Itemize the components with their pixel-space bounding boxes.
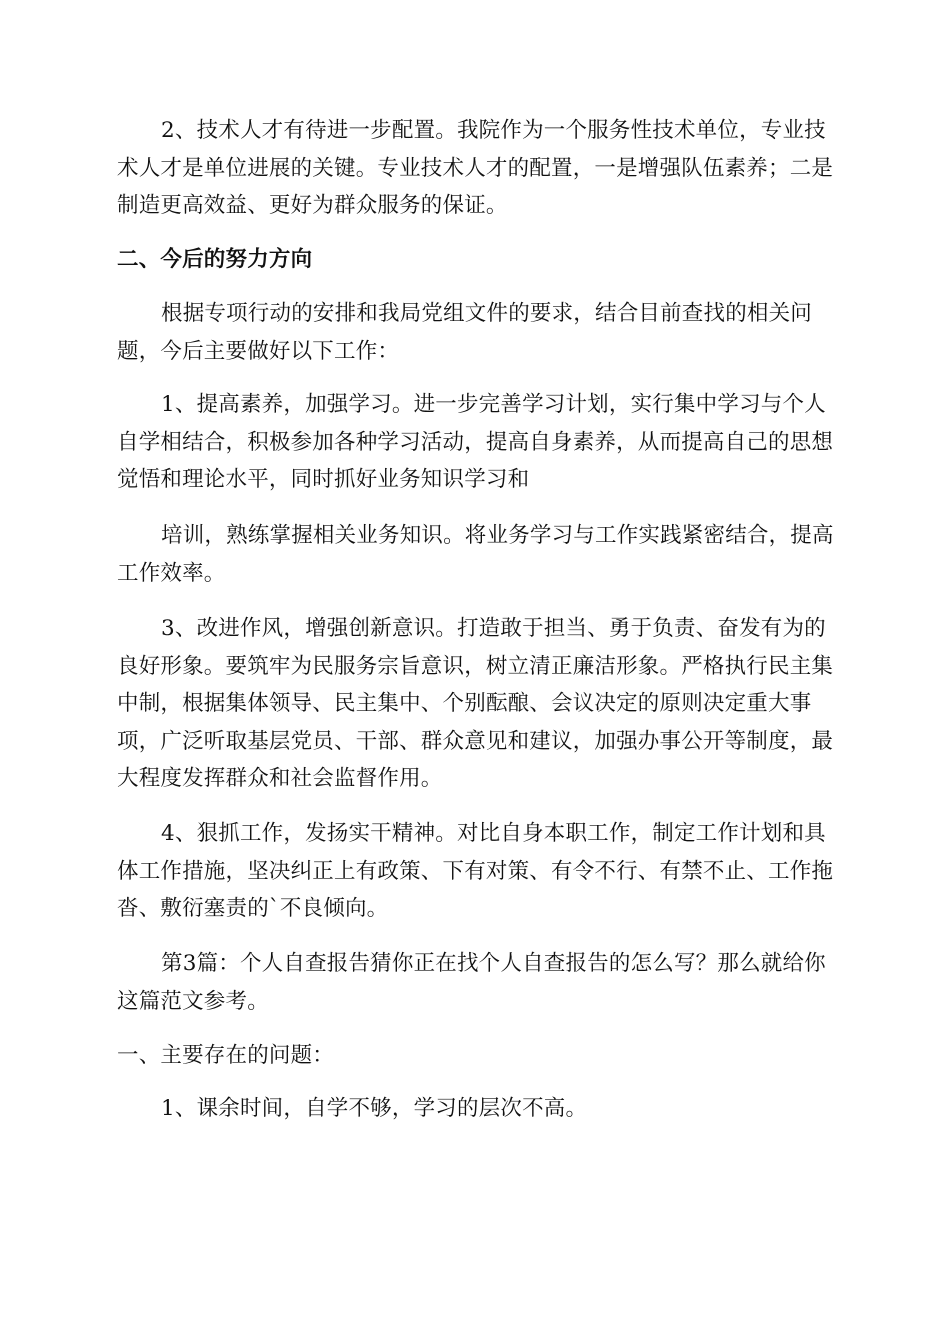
paragraph-training: 培训，熟练掌握相关业务知识。将业务学习与工作实践紧密结合，提高工作效率。 [117, 523, 834, 586]
paragraph-problem-1: 1、课余时间，自学不够，学习的层次不高。 [161, 1096, 588, 1121]
section-heading-future-direction: 二、今后的努力方向 [117, 247, 313, 272]
paragraph-item-1-study: 1、提高素养，加强学习。进一步完善学习计划，实行集中学习与个人自学相结合，积极参加各种学习活动，提高自身素养，从而提高自己的思想觉悟和理论水平，同时抓好业务知识学习和 [117, 392, 834, 492]
paragraph-intro-work: 根据专项行动的安排和我局党组文件的要求，结合目前查找的相关问题，今后主要做好以下工作： [117, 301, 813, 364]
paragraph-item-3-style: 3、改进作风，增强创新意识。打造敢于担当、勇于负责、奋发有为的良好形象。要筑牢为民服务宗旨意识，树立清正廉洁形象。严格执行民主集中制，根据集体领导、民主集中、个别酝酿、会议决定的原则决定重大事项，广泛听取基层党员、干部、群众意见和建议，加强办事公开等制度，最大程度发挥群众和社会监督作用。 [117, 616, 834, 791]
paragraph-article-3-intro: 第3篇：个人自查报告猜你正在找个人自查报告的怎么写？那么就给你这篇范文参考。 [117, 951, 826, 1014]
section-heading-main-problems: 一、主要存在的问题： [117, 1043, 335, 1068]
paragraph-tech-talent: 2、技术人才有待进一步配置。我院作为一个服务性技术单位，专业技术人才是单位进展的关键。专业技术人才的配置，一是增强队伍素养；二是制造更高效益、更好为群众服务的保证。 [117, 118, 834, 218]
paragraph-item-4-work: 4、狠抓工作，发扬实干精神。对比自身本职工作，制定工作计划和具体工作措施，坚决纠正上有政策、下有对策、有令不行、有禁不止、工作拖沓、敷衍塞责的`不良倾向。 [117, 821, 834, 921]
